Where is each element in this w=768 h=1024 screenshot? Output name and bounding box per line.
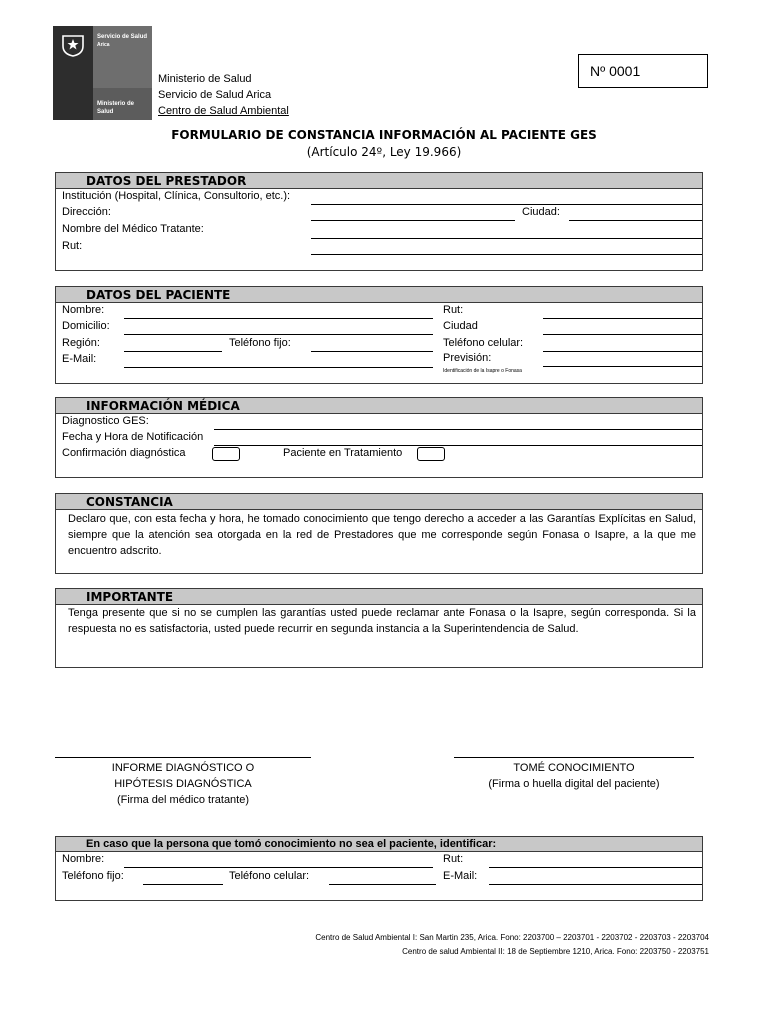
diagnostico-field[interactable] xyxy=(214,429,702,430)
medica-heading: INFORMACIÓN MÉDICA xyxy=(56,398,702,414)
prevision-label: Previsión: xyxy=(443,352,492,364)
ministry-line-3: Centro de Salud Ambiental xyxy=(158,105,289,117)
paciente-signature-caption: TOMÉ CONOCIMIENTO (Firma o huella digital del paciente) xyxy=(488,762,660,790)
tercero-telefono-celular-field[interactable] xyxy=(329,884,436,885)
paciente-nombre-field[interactable] xyxy=(124,318,433,319)
tercero-telefono-fijo-field[interactable] xyxy=(143,884,223,885)
tercero-email-field[interactable] xyxy=(489,884,702,885)
paciente-ciudad-label: Ciudad xyxy=(443,320,478,332)
ministry-line-2: Servicio de Salud Arica xyxy=(158,89,272,101)
telefono-fijo-label: Teléfono fijo: xyxy=(229,337,291,349)
region-label: Región: xyxy=(62,337,100,349)
tercero-rut-label: Rut: xyxy=(443,853,464,865)
prevision-note: Identificación de la Isapre o Fonasa xyxy=(443,368,522,374)
footer-address-1: Centro de Salud Ambiental I: San Martin 235, Arica. Fono: 2203700 – 2203701 - 2203702 - 2203703 - 2203704 xyxy=(315,933,709,942)
footer-address-2: Centro de salud Ambiental II: 18 de Septiembre 1210, Arica. Fono: 2203750 - 2203751 xyxy=(402,947,709,956)
prestador-rut-label: Rut: xyxy=(62,240,83,252)
telefono-fijo-field[interactable] xyxy=(311,351,433,352)
tratamiento-checkbox[interactable] xyxy=(417,447,445,461)
constancia-heading: CONSTANCIA xyxy=(56,494,702,510)
constancia-text: Declaro que, con esta fecha y hora, he tomado conocimiento que tengo derecho a acceder a las Garantías Explícitas en Salud, siempre que la atención sea otorgada en la red de Prestadores que me corresponde según Fonasa o Isapre, a la que me encuentro adscrito. xyxy=(68,513,696,557)
ciudad-label: Ciudad: xyxy=(522,206,560,218)
telefono-celular-label: Teléfono celular: xyxy=(443,337,524,349)
domicilio-field[interactable] xyxy=(124,334,433,335)
tercero-nombre-field[interactable] xyxy=(124,867,433,868)
logo-text-arica: Arica xyxy=(97,42,110,48)
institucion-label: Institución (Hospital, Clínica, Consultorio, etc.): xyxy=(62,190,291,202)
logo-text-salud: Salud xyxy=(97,109,114,115)
ministry-line-1: Ministerio de Salud xyxy=(158,73,252,85)
confirmacion-checkbox[interactable] xyxy=(212,447,240,461)
logo-text-servicio: Servicio de Salud xyxy=(97,34,148,40)
coat-of-arms-icon xyxy=(59,30,87,58)
tercero-heading: En caso que la persona que tomó conocimiento no sea el paciente, identificar: xyxy=(56,837,702,852)
ministry-logo xyxy=(53,26,152,120)
institucion-field[interactable] xyxy=(311,204,702,205)
form-subtitle: (Artículo 24º, Ley 19.966) xyxy=(306,145,462,159)
tercero-email-label: E-Mail: xyxy=(443,870,478,882)
tercero-telefono-celular-label: Teléfono celular: xyxy=(229,870,310,882)
medico-field[interactable] xyxy=(311,238,702,239)
form-title: FORMULARIO DE CONSTANCIA INFORMACIÓN AL PACIENTE GES xyxy=(171,128,597,142)
paciente-section xyxy=(55,286,703,384)
ciudad-field[interactable] xyxy=(569,220,702,221)
tercero-telefono-fijo-label: Teléfono fijo: xyxy=(62,870,124,882)
logo-text-ministerio: Ministerio de xyxy=(97,101,135,107)
prevision-field[interactable] xyxy=(543,366,702,367)
domicilio-label: Domicilio: xyxy=(62,320,110,332)
email-label: E-Mail: xyxy=(62,353,97,365)
fecha-field[interactable] xyxy=(214,445,702,446)
direccion-field[interactable] xyxy=(311,220,515,221)
paciente-heading: DATOS DEL PACIENTE xyxy=(56,287,702,303)
telefono-celular-field[interactable] xyxy=(543,351,702,352)
importante-heading: IMPORTANTE xyxy=(56,589,702,605)
diagnostico-label: Diagnostico GES: xyxy=(62,415,149,427)
tercero-rut-field[interactable] xyxy=(489,867,702,868)
fecha-label: Fecha y Hora de Notificación xyxy=(62,431,204,443)
region-field[interactable] xyxy=(124,351,222,352)
confirmacion-label: Confirmación diagnóstica xyxy=(62,447,186,459)
email-field[interactable] xyxy=(124,367,433,368)
importante-text: Tenga presente que si no se cumplen las garantías usted puede reclamar ante Fonasa o la Isapre, según corresponda. Si la respuesta no es satisfactoria, usted puede recurrir en segunda instancia a la Superintendencia de Salud. xyxy=(68,607,696,635)
form-number-box: Nº 0001 xyxy=(578,54,708,88)
tratamiento-label: Paciente en Tratamiento xyxy=(283,447,403,459)
tercero-nombre-label: Nombre: xyxy=(62,853,105,865)
prestador-section xyxy=(55,172,703,271)
paciente-rut-label: Rut: xyxy=(443,304,464,316)
paciente-nombre-label: Nombre: xyxy=(62,304,105,316)
medico-signature-line[interactable] xyxy=(55,757,311,758)
paciente-ciudad-field[interactable] xyxy=(543,334,702,335)
paciente-signature-line[interactable] xyxy=(454,757,694,758)
tercero-section xyxy=(55,836,703,901)
medico-signature-caption: INFORME DIAGNÓSTICO O HIPÓTESIS DIAGNÓSTICA (Firma del médico tratante) xyxy=(111,762,255,806)
prestador-heading: DATOS DEL PRESTADOR xyxy=(56,173,702,189)
medico-label: Nombre del Médico Tratante: xyxy=(62,223,204,235)
prestador-rut-field[interactable] xyxy=(311,254,702,255)
direccion-label: Dirección: xyxy=(62,206,111,218)
paciente-rut-field[interactable] xyxy=(543,318,702,319)
